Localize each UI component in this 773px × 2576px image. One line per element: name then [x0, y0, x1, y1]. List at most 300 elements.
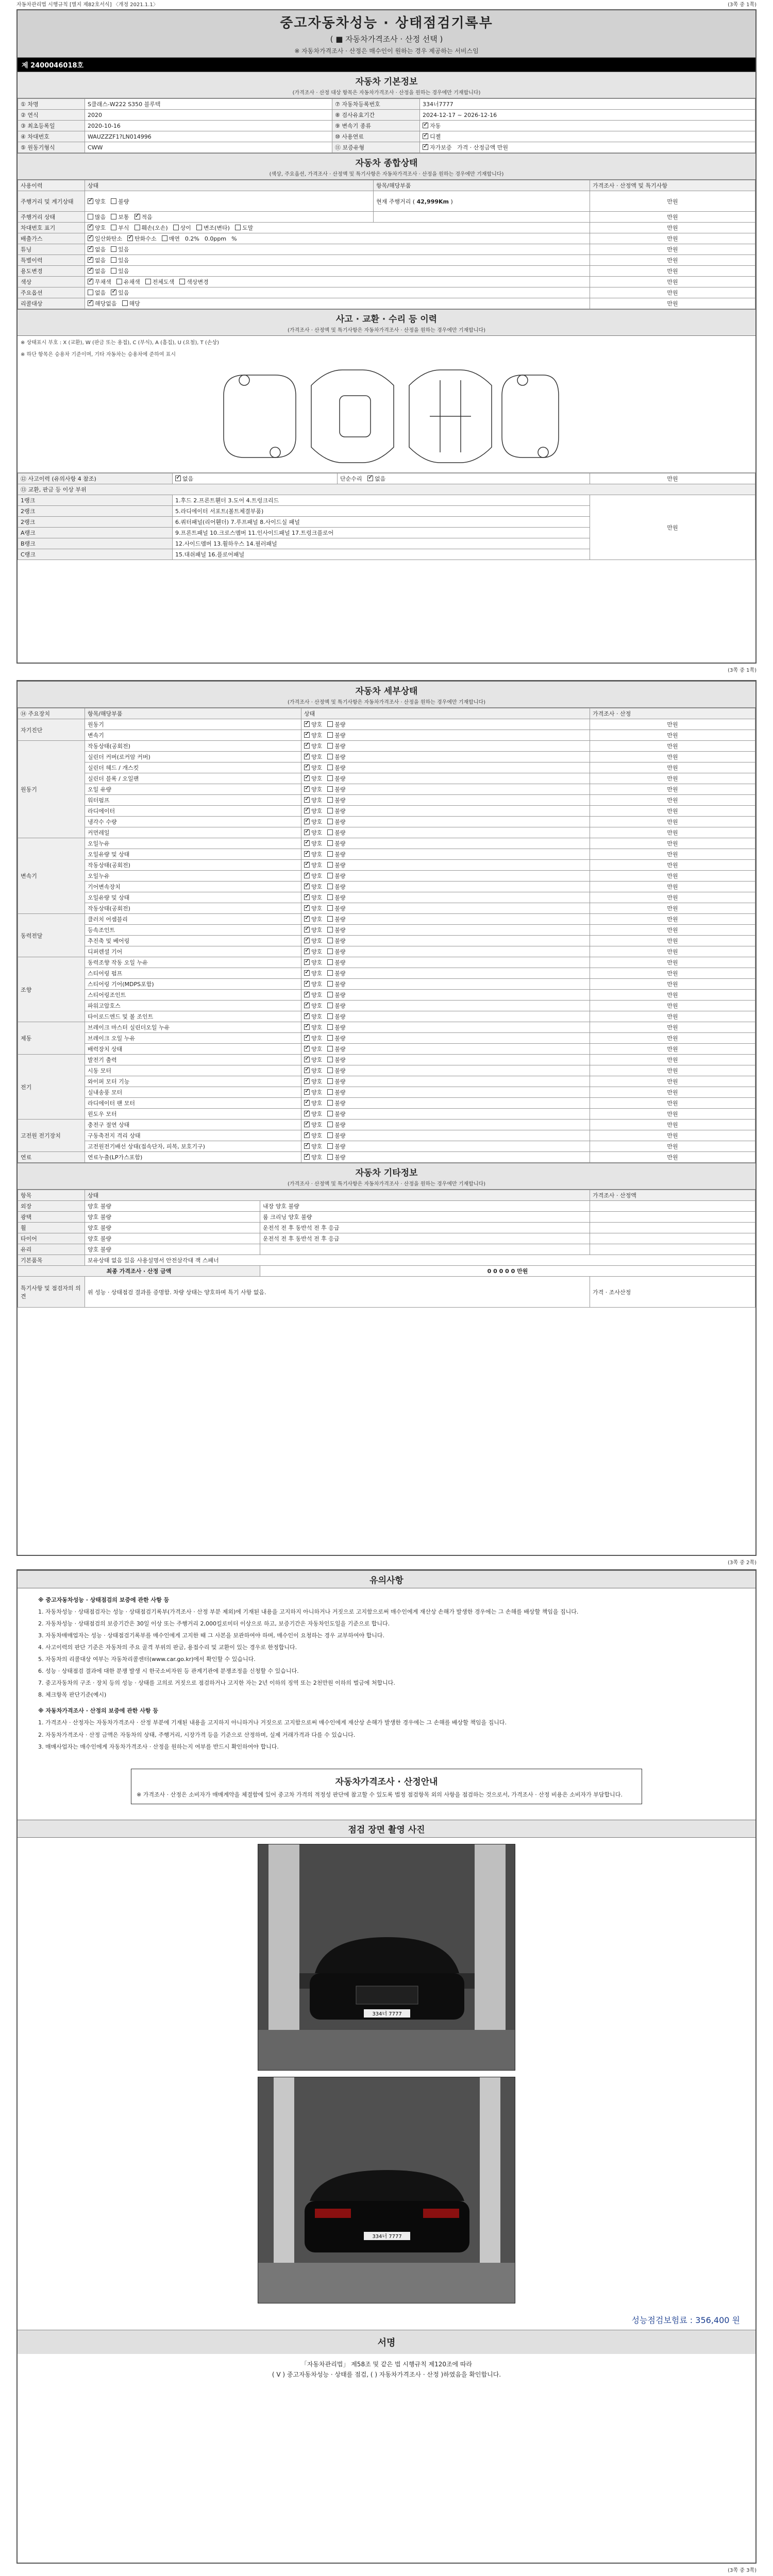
basic-label: ③ 최초등록일 — [18, 121, 85, 131]
checkbox-icon[interactable] — [327, 1143, 333, 1149]
checkbox-icon[interactable] — [304, 819, 310, 824]
checkbox-icon[interactable] — [327, 732, 333, 738]
detail-item-state — [301, 817, 590, 827]
notice-item: 4. 사고이력의 판단 기준은 자동차의 주요 골격 부위의 판금, 용접수리 및 교환이 있는 경우로 한정합니다. — [38, 1644, 297, 1651]
option-label: 불량 — [334, 1035, 346, 1042]
checkbox-icon[interactable] — [327, 992, 333, 997]
checkbox-icon[interactable] — [304, 981, 310, 987]
option-label: 전체도색 — [152, 279, 175, 285]
detail-row — [18, 806, 755, 817]
checkbox-icon[interactable] — [304, 829, 310, 835]
inspection-photo-rear — [258, 2077, 515, 2303]
option-label: 있음 — [118, 290, 129, 296]
state-option — [304, 1034, 322, 1042]
detail-item-state — [301, 860, 590, 871]
document-subnote: ※ 자동차가격조사 · 산정은 매수인이 원하는 경우 제공하는 서비스임 — [294, 47, 479, 55]
checkbox-icon[interactable] — [111, 268, 116, 274]
checkbox-icon[interactable] — [162, 235, 167, 241]
detail-group-name: 제동 — [18, 1022, 85, 1055]
checkbox-icon[interactable] — [88, 225, 93, 230]
etc-item-right: 운전석 전 후 동반석 전 후 응급 — [260, 1223, 590, 1233]
checkbox-icon[interactable] — [304, 927, 310, 933]
rank-label: 1랭크 — [18, 495, 173, 506]
detail-row — [18, 1141, 755, 1152]
detail-row — [18, 1011, 755, 1022]
checkbox-icon[interactable] — [304, 959, 310, 965]
detail-item-state — [301, 1065, 590, 1076]
detail-item-name: 오일유량 및 상태 — [85, 849, 301, 860]
checkbox-icon[interactable] — [304, 1046, 310, 1052]
checkbox-icon[interactable] — [423, 133, 428, 139]
checkbox-icon[interactable] — [196, 225, 202, 230]
checkbox-icon[interactable] — [304, 851, 310, 857]
option-label: 양호 — [311, 1143, 323, 1150]
detail-group-name: 전기 — [18, 1055, 85, 1120]
state-option — [304, 796, 322, 804]
detail-price: 만원 — [590, 1130, 755, 1141]
checkbox-icon[interactable] — [116, 279, 122, 284]
checkbox-icon[interactable] — [327, 884, 333, 889]
transmission-value: 자동 — [430, 123, 441, 129]
checkbox-icon[interactable] — [304, 1100, 310, 1106]
inspection-photo-front — [258, 1844, 515, 2071]
detail-price: 만원 — [590, 795, 755, 806]
accident-history-row — [18, 473, 755, 484]
checkbox-icon[interactable] — [304, 992, 310, 997]
checkbox-icon[interactable] — [88, 257, 93, 263]
accident-rank-price: 만원 — [590, 495, 755, 560]
checkbox-icon[interactable] — [88, 268, 93, 274]
option-label: 불량 — [334, 1154, 346, 1161]
checkbox-icon[interactable] — [304, 743, 310, 749]
detail-row — [18, 838, 755, 849]
detail-row — [18, 1055, 755, 1065]
checkbox-icon[interactable] — [327, 1100, 333, 1106]
checkbox-icon[interactable] — [304, 1089, 310, 1095]
checkbox-icon[interactable] — [327, 786, 333, 792]
checkbox-icon[interactable] — [304, 1067, 310, 1073]
detail-item-name: 배력장치 상태 — [85, 1044, 301, 1055]
detail-group-name: 조향 — [18, 957, 85, 1022]
detail-row — [18, 860, 755, 871]
checkbox-icon[interactable] — [304, 1111, 310, 1116]
document-title: 중고자동차성능 · 상태점검기록부 — [280, 15, 493, 31]
state-option — [327, 1110, 345, 1118]
option-label: 양호 — [311, 1003, 323, 1009]
checkbox-icon[interactable] — [327, 959, 333, 965]
insurance-fee — [18, 2310, 755, 2330]
checkbox-icon[interactable] — [327, 1089, 333, 1095]
summary-item-state — [85, 266, 590, 277]
checkbox-icon[interactable] — [88, 198, 93, 204]
checkbox-icon[interactable] — [304, 970, 310, 976]
etc-item-name: 외장 — [18, 1201, 85, 1212]
checkbox-icon[interactable] — [304, 1013, 310, 1019]
state-option — [304, 1045, 322, 1053]
state-option — [327, 1131, 345, 1140]
checkbox-icon[interactable] — [327, 1013, 333, 1019]
checkbox-icon[interactable] — [304, 1154, 310, 1160]
detail-price: 만원 — [590, 1098, 755, 1109]
rank-label: A랭크 — [18, 528, 173, 538]
option-label: 양호 — [311, 1154, 323, 1161]
option-label: 불량 — [334, 981, 346, 988]
rank-parts: 1.후드 2.프론트휀더 3.도어 4.트렁크리드 — [173, 495, 590, 506]
price-unit: 만원 — [497, 144, 509, 151]
checkbox-icon[interactable] — [304, 1143, 310, 1149]
summary-price: 만원 — [590, 244, 755, 255]
detail-price: 만원 — [590, 1001, 755, 1011]
summary-col-use: 사용이력 — [18, 180, 85, 191]
checkbox-icon[interactable] — [111, 290, 116, 295]
detail-row — [18, 1001, 755, 1011]
checkbox-icon[interactable] — [88, 300, 93, 306]
signature-line-1: 「자동차관리법」 제58조 및 같은 법 시행규칙 제120조에 따라 — [300, 2360, 473, 2368]
detail-row — [18, 1022, 755, 1033]
checkbox-icon[interactable] — [327, 981, 333, 987]
option-label: 불량 — [334, 1013, 346, 1020]
checkbox-icon[interactable] — [327, 916, 333, 922]
checkbox-icon[interactable] — [367, 476, 373, 481]
checkbox-icon[interactable] — [304, 797, 310, 803]
checkbox-icon[interactable] — [175, 476, 181, 481]
notice-item: 7. 중고자동차의 구조 · 장치 등의 성능 · 상태를 고의로 거짓으로 점검하거나 고지한 자는 2년 이하의 징역 또는 2천만원 이하의 벌금에 처합니다. — [38, 1680, 395, 1687]
checkbox-icon[interactable] — [304, 1132, 310, 1138]
checkbox-icon[interactable] — [304, 894, 310, 900]
state-option — [327, 742, 345, 750]
checkbox-icon[interactable] — [304, 1078, 310, 1084]
state-option — [304, 1077, 322, 1086]
detail-price: 만원 — [590, 903, 755, 914]
checkbox-icon[interactable] — [423, 123, 428, 128]
checkbox-icon[interactable] — [111, 198, 116, 204]
detail-price: 만원 — [590, 936, 755, 946]
detail-price: 만원 — [590, 990, 755, 1001]
summary-item-state — [85, 244, 590, 255]
checkbox-icon[interactable] — [304, 786, 310, 792]
checkbox-icon[interactable] — [179, 279, 185, 284]
rank-label: C랭크 — [18, 549, 173, 560]
option-label: 없음 — [95, 268, 106, 275]
basic-value: 2020 — [85, 110, 332, 121]
checkbox-icon[interactable] — [304, 1035, 310, 1041]
etc-item-name: 휠 — [18, 1223, 85, 1233]
checkbox-icon[interactable] — [304, 873, 310, 878]
detail-item-state — [301, 838, 590, 849]
document-number: 제 2400046018호 — [18, 58, 755, 72]
checkbox-icon[interactable] — [327, 1067, 333, 1073]
state-option — [304, 1142, 322, 1150]
checkbox-icon[interactable] — [304, 1024, 310, 1030]
state-option — [327, 883, 345, 891]
checkbox-icon[interactable] — [327, 797, 333, 803]
option-label: 유채색 — [123, 279, 140, 285]
checkbox-icon[interactable] — [327, 1003, 333, 1008]
checkbox-icon[interactable] — [304, 1122, 310, 1127]
option-label: 불량 — [334, 819, 346, 825]
detail-item-name: 스티어링조인트 — [85, 990, 301, 1001]
state-option — [304, 1002, 322, 1010]
basic-row — [18, 131, 755, 142]
summary-head-row — [18, 180, 755, 191]
summary-row — [18, 255, 755, 266]
option-label: 양호 — [311, 938, 323, 944]
checkbox-icon[interactable] — [88, 235, 93, 241]
checkbox-icon[interactable] — [173, 225, 179, 230]
detail-row — [18, 968, 755, 979]
detail-item-state — [301, 936, 590, 946]
checkbox-icon[interactable] — [327, 1132, 333, 1138]
detail-group-name: 변속기 — [18, 838, 85, 914]
detail-col-price: 가격조사 · 산정 — [590, 708, 755, 719]
detail-item-state — [301, 957, 590, 968]
option-label: 불량 — [334, 754, 346, 760]
state-option — [304, 774, 322, 783]
basic-label: ⑧ 검사유효기간 — [332, 110, 420, 121]
detail-price: 만원 — [590, 860, 755, 871]
basic-label: ④ 차대번호 — [18, 131, 85, 142]
checkbox-icon[interactable] — [111, 225, 116, 230]
state-option — [304, 839, 322, 848]
detail-item-state — [301, 1076, 590, 1087]
signature-body — [18, 2354, 755, 2385]
option-label: 양호 — [311, 884, 323, 890]
checkbox-icon[interactable] — [327, 1122, 333, 1127]
checkbox-icon[interactable] — [304, 1003, 310, 1008]
checkbox-icon[interactable] — [327, 754, 333, 759]
detail-row — [18, 719, 755, 730]
detail-item-state — [301, 730, 590, 741]
detail-price: 만원 — [590, 1022, 755, 1033]
state-option — [304, 850, 322, 858]
checkbox-icon[interactable] — [327, 1046, 333, 1052]
rank-label: 2랭크 — [18, 517, 173, 528]
checkbox-icon[interactable] — [327, 765, 333, 770]
checkbox-icon[interactable] — [304, 765, 310, 770]
option-label: 양호 — [311, 927, 323, 934]
option-label: 훼손(오손) — [141, 225, 168, 231]
option-label: 양호 — [311, 721, 323, 728]
detail-header — [18, 681, 755, 708]
checkbox-icon[interactable] — [327, 905, 333, 911]
detail-item-state — [301, 892, 590, 903]
summary-price: 만원 — [590, 266, 755, 277]
option-label: 불량 — [334, 1067, 346, 1074]
option-label: 불량 — [334, 884, 346, 890]
detail-item-state — [301, 795, 590, 806]
checkbox-icon[interactable] — [304, 808, 310, 814]
detail-price: 만원 — [590, 1044, 755, 1055]
detail-item-name: 실린더 블록 / 오일팬 — [85, 773, 301, 784]
detail-item-name: 작동상태(공회전) — [85, 903, 301, 914]
basic-value: S클래스-W222 S350 블루텍 — [85, 99, 332, 110]
checkbox-icon[interactable] — [88, 290, 93, 295]
accident-price: 만원 — [590, 473, 755, 484]
notice-item: 8. 체크항목 판단기준(예시) — [38, 1691, 107, 1699]
checkbox-icon[interactable] — [327, 775, 333, 781]
detail-item-state — [301, 1120, 590, 1130]
state-option — [327, 926, 345, 934]
checkbox-icon[interactable] — [327, 1057, 333, 1062]
option-label: 불량 — [334, 786, 346, 793]
detail-item-name: 윈도우 모터 — [85, 1109, 301, 1120]
checkbox-icon[interactable] — [304, 862, 310, 868]
summary-row — [18, 244, 755, 255]
price-guide-text: ※ 가격조사 · 산정은 소비자가 매매계약을 체결함에 있어 중고차 가격의 적정성 판단에 참고할 수 있도록 법정 점검항목 외의 사항을 점검하는 것으로서, 가격조사 · 산정 비용은 소비자가 부담합니다. — [137, 1791, 623, 1798]
state-option — [327, 764, 345, 772]
basic-value — [420, 142, 755, 153]
option-label: 양호 — [311, 1035, 323, 1042]
option-label: 불량 — [334, 1132, 346, 1139]
state-option — [304, 872, 322, 880]
checkbox-icon[interactable] — [327, 1078, 333, 1084]
checkbox-icon[interactable] — [327, 851, 333, 857]
checkbox-icon[interactable] — [145, 279, 151, 284]
detail-group-name: 동력전달 — [18, 914, 85, 957]
checkbox-icon[interactable] — [304, 721, 310, 727]
notice-item: 1. 자동차성능 · 상태점검자는 성능 · 상태점검기록부(가격조사 · 산정 부분 제외)에 기재된 내용을 고지하지 아니하거나 거짓으로 고지함으로써 매수인에게 재산상 손해가 발생한 경우에는 그 손해를 배상할 책임을 집니다. — [38, 1608, 579, 1616]
emission-co: 0.2% — [184, 235, 199, 242]
detail-row — [18, 1130, 755, 1141]
repair-cell — [338, 473, 590, 484]
detail-price: 만원 — [590, 925, 755, 936]
option-label: 양호 — [95, 198, 106, 205]
state-option — [304, 915, 322, 923]
checkbox-icon[interactable] — [304, 732, 310, 738]
state-option — [327, 774, 345, 783]
checkbox-icon[interactable] — [327, 721, 333, 727]
checkbox-icon[interactable] — [304, 948, 310, 954]
rank-parts: 15.대쉬패널 16.플로어패널 — [173, 549, 590, 560]
etc-price — [590, 1244, 755, 1255]
detail-item-name: 디퍼렌셜 기어 — [85, 946, 301, 957]
accident-history-text: 없음 — [182, 476, 194, 482]
checkbox-icon[interactable] — [327, 840, 333, 846]
state-option — [304, 828, 322, 837]
option-label: 불량 — [334, 873, 346, 879]
option-label: 불량 — [334, 1100, 346, 1107]
state-option — [304, 861, 322, 869]
checkbox-icon[interactable] — [327, 1024, 333, 1030]
basic-value: 2024-12-17 ~ 2026-12-16 — [420, 110, 755, 121]
car-rear-photo-icon — [258, 2077, 515, 2303]
checkbox-icon[interactable] — [304, 905, 310, 911]
checkbox-icon[interactable] — [327, 1111, 333, 1116]
notices-body — [18, 1588, 755, 1761]
checkbox-icon[interactable] — [88, 214, 93, 219]
checkbox-icon[interactable] — [423, 144, 428, 150]
checkbox-icon[interactable] — [327, 970, 333, 976]
summary-detail — [374, 212, 590, 223]
detail-item-state — [301, 741, 590, 752]
checkbox-icon[interactable] — [327, 862, 333, 868]
state-option — [304, 764, 322, 772]
checkbox-icon[interactable] — [135, 214, 140, 219]
option-label: 불량 — [334, 1143, 346, 1150]
checkbox-icon[interactable] — [327, 1035, 333, 1041]
checkbox-icon[interactable] — [304, 884, 310, 889]
state-option — [327, 1034, 345, 1042]
option-label: 무채색 — [95, 279, 111, 285]
summary-item-name: 색상 — [18, 277, 85, 287]
checkbox-icon[interactable] — [327, 1154, 333, 1160]
checkbox-icon[interactable] — [327, 938, 333, 943]
checkbox-icon[interactable] — [235, 225, 241, 230]
summary-row — [18, 298, 755, 309]
detail-price: 만원 — [590, 1141, 755, 1152]
checkbox-icon[interactable] — [304, 840, 310, 846]
summary-subtitle: (색상, 주요옵션, 가격조사 · 산정액 및 특기사항은 자동차가격조사 · 산정을 원하는 경우에만 기재합니다) — [269, 172, 504, 177]
checkbox-icon[interactable] — [135, 225, 140, 230]
checkbox-icon[interactable] — [111, 246, 116, 252]
detail-item-state — [301, 1109, 590, 1120]
checkbox-icon[interactable] — [111, 257, 116, 263]
option-label: 불량 — [334, 894, 346, 901]
detail-price: 만원 — [590, 892, 755, 903]
etc-head-row — [18, 1190, 755, 1201]
summary-item-state — [85, 255, 590, 266]
state-option — [304, 926, 322, 934]
detail-item-state — [301, 773, 590, 784]
checkbox-icon[interactable] — [327, 873, 333, 878]
checkbox-icon[interactable] — [88, 279, 93, 284]
detail-item-name: 타이로드엔드 및 볼 조인트 — [85, 1011, 301, 1022]
checkbox-icon[interactable] — [88, 246, 93, 252]
checkbox-icon[interactable] — [111, 214, 116, 219]
emission-smoke: % — [231, 235, 237, 242]
checkbox-icon[interactable] — [327, 743, 333, 749]
checkbox-icon[interactable] — [304, 916, 310, 922]
option-label: 색상변경 — [187, 279, 209, 285]
checkbox-icon[interactable] — [304, 1057, 310, 1062]
state-option — [327, 1121, 345, 1129]
checkbox-icon[interactable] — [304, 754, 310, 759]
basic-info-header — [18, 72, 755, 98]
detail-item-state — [301, 827, 590, 838]
detail-item-name: 실린더 헤드 / 개스킷 — [85, 762, 301, 773]
state-option — [327, 980, 345, 988]
checkbox-icon[interactable] — [327, 829, 333, 835]
checkbox-icon[interactable] — [327, 894, 333, 900]
state-option — [327, 1153, 345, 1161]
checkbox-icon[interactable] — [127, 235, 133, 241]
checkbox-icon[interactable] — [327, 927, 333, 933]
notices-section-2: ※ 자동차가격조사 · 산정의 보증에 관한 사항 등 — [38, 1707, 158, 1715]
etc-item-left: 양호 불량 — [85, 1201, 260, 1212]
state-option — [304, 1056, 322, 1064]
rank-label: 2랭크 — [18, 506, 173, 517]
detail-col-state: 상태 — [301, 708, 590, 719]
notices-section-1: ※ 중고자동차성능 · 상태점검의 보증에 관한 사항 등 — [38, 1597, 170, 1603]
basic-label: ⑤ 원동기형식 — [18, 142, 85, 153]
checkbox-icon[interactable] — [304, 775, 310, 781]
option-label: 적음 — [141, 214, 153, 221]
car-outline-icon — [213, 365, 564, 468]
option-label: 불량 — [334, 1003, 346, 1009]
checkbox-icon[interactable] — [327, 948, 333, 954]
checkbox-icon[interactable] — [327, 808, 333, 814]
etc-item-right: 운전석 전 후 동반석 전 후 응급 — [260, 1233, 590, 1244]
page-3 — [16, 1569, 757, 2564]
emission-hc: 0.0ppm — [204, 235, 227, 242]
checkbox-icon[interactable] — [304, 938, 310, 943]
detail-price: 만원 — [590, 730, 755, 741]
summary-price: 만원 — [590, 255, 755, 266]
checkbox-icon[interactable] — [122, 300, 128, 306]
checkbox-icon[interactable] — [327, 819, 333, 824]
final-price-row — [18, 1266, 755, 1277]
option-label: 상이 — [180, 225, 191, 231]
